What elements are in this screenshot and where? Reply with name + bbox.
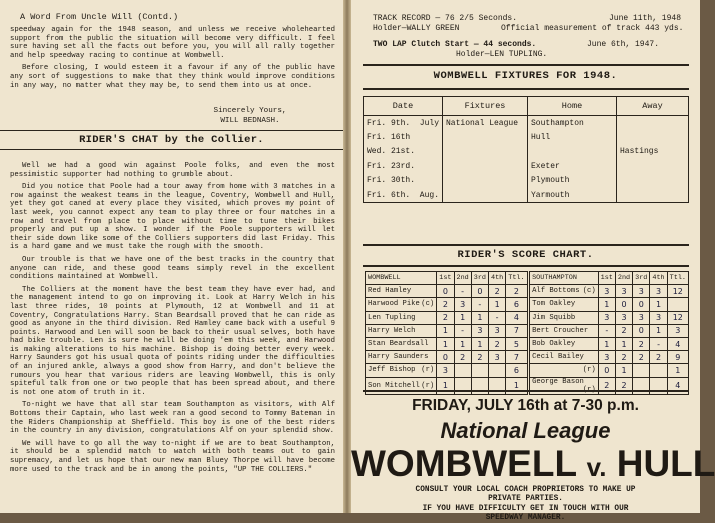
- home-heat-score: 3: [489, 324, 506, 337]
- home-heat-score: 1: [471, 311, 488, 324]
- away-heat-score: 3: [615, 285, 632, 298]
- home-heat-score: 1: [437, 337, 454, 350]
- away-heat-score: [650, 364, 667, 377]
- league-name: National League: [440, 418, 611, 443]
- fixture-row: [364, 159, 689, 173]
- divider: [363, 244, 689, 246]
- coach-notice-line: PRIVATE PARTIES.: [488, 495, 563, 503]
- away-rider-name: Tom Oakley: [532, 300, 576, 309]
- home-rider-total: 2: [506, 285, 527, 298]
- home-heat-score: 2: [454, 351, 471, 364]
- riders-chat-title: RIDER'S CHAT by the Collier.: [79, 134, 264, 146]
- away-heat-score: 0: [633, 324, 650, 337]
- left-page: [0, 0, 343, 513]
- matchup-home: WOMBWELL: [351, 443, 577, 484]
- riders-chat-paragraph: Our trouble is that we have one of the best tracks in the country that anyone can ride, and these good teams simply revel in the excellent conditions maintained at Wombwell.: [10, 255, 335, 282]
- fixture-row: [364, 130, 689, 144]
- track-record-holder: Holder—WALLY GREEN: [373, 24, 460, 33]
- home-heat-score: 2: [471, 351, 488, 364]
- away-heat-score: 3: [598, 351, 615, 364]
- home-rider-tag: (r): [421, 366, 435, 375]
- matchup-title: [351, 443, 715, 487]
- away-heat-score: 1: [598, 298, 615, 311]
- home-rider: [366, 324, 437, 337]
- home-heat-score: 2: [489, 337, 506, 350]
- away-heat-score: 3: [598, 285, 615, 298]
- home-rider-name: Son Mitchell: [368, 381, 420, 390]
- fixture-row: [364, 188, 689, 203]
- riders-chat-paragraph: The Colliers at the moment have the best team they have ever had, and the management intend to go on improving it. Look at Harry Welch in his last three rides, 10 points at Plymouth, 12 at Wombwell and 11 at Coventry, Congratulations Harry. Stan Beardsall proved that he can ride as good as anyone in the third division. Red Hamley came back with a useful 9 points. Harwood and Len will soon be back to their usual selves, both have had bike trouble. Len is sure he will be doing 'em this week, and Harwood is making alterations to his machine. Bishop is doing better every week. Harry Saunders got his usual quota of points riding under the difficulties of an injured ankle, always a good show from Harry, and don't believe the rumours you hear that various riders are leaving Wombwell, this is only spiteful talk from one or two people that has been spread about, and there is not one atom of truth in it.: [10, 285, 335, 397]
- away-rider-total: 12: [667, 311, 688, 324]
- away-rider: [530, 351, 599, 364]
- heat-header: 3rd: [633, 272, 650, 285]
- home-rider: [366, 311, 437, 324]
- fixture-home: Hull: [528, 130, 617, 144]
- home-rider-name: Stan Beardsall: [368, 340, 429, 349]
- fixtures-header: Home: [528, 97, 617, 116]
- home-heat-score: 1: [437, 324, 454, 337]
- divider: [0, 130, 343, 131]
- home-heat-score: 1: [454, 311, 471, 324]
- home-heat-score: [489, 364, 506, 377]
- away-rider-name: Cecil Bailey: [532, 353, 584, 362]
- away-heat-score: -: [650, 337, 667, 350]
- away-heat-score: 1: [650, 324, 667, 337]
- home-rider-name: Len Tupling: [368, 313, 416, 322]
- home-heat-score: [471, 364, 488, 377]
- home-rider-total: 1: [506, 377, 527, 394]
- fixture-home: Plymouth: [528, 174, 617, 188]
- away-rider: [530, 285, 599, 298]
- home-heat-score: 1: [471, 337, 488, 350]
- coach-notice: [351, 486, 700, 504]
- away-rider: [530, 324, 599, 337]
- away-rider: [530, 337, 599, 350]
- riders-chat-text: [10, 162, 335, 478]
- away-heat-score: 3: [633, 311, 650, 324]
- fixture-away: [617, 116, 689, 131]
- fixture-away: [617, 130, 689, 144]
- away-heat-score: 2: [615, 351, 632, 364]
- home-rider-total: 5: [506, 337, 527, 350]
- divider: [0, 149, 343, 150]
- event-date-line: FRIDAY, JULY 16th at 7-30 p.m.: [412, 397, 639, 414]
- home-heat-score: 1: [437, 377, 454, 394]
- home-rider-total: 4: [506, 311, 527, 324]
- home-rider-total: 7: [506, 351, 527, 364]
- home-rider-name: Harwood Pike: [368, 300, 420, 309]
- fixture-date: Fri. 9th. July: [364, 116, 443, 131]
- track-record: TRACK RECORD — 76 2/5 Seconds.: [373, 14, 518, 23]
- score-row: [366, 311, 689, 324]
- uncle-will-text: [10, 26, 335, 94]
- heat-header: 1st: [437, 272, 454, 285]
- fixtures-title: WOMBWELL FIXTURES FOR 1948.: [433, 70, 618, 82]
- home-heat-score: -: [454, 324, 471, 337]
- signoff: Sincerely Yours,: [213, 107, 287, 115]
- home-heat-score: 0: [437, 285, 454, 298]
- fixture-type: [443, 159, 528, 173]
- two-lap-holder: Holder—LEN TUPLING.: [456, 50, 548, 59]
- away-heat-score: 2: [615, 324, 632, 337]
- score-row: [366, 285, 689, 298]
- score-row: [366, 364, 689, 377]
- away-rider-name: George Bason: [532, 377, 584, 386]
- uncle-will-paragraph: speedway again for the 1948 season, and unless we receive wholehearted support from the public the situation will become very difficult. I feel sure having set all the facts out before you, you will all rally together and help speedway racing to continue at Wombwell.: [10, 26, 335, 60]
- home-heat-score: 0: [471, 285, 488, 298]
- divider: [363, 265, 689, 267]
- away-rider-name: Jim Squibb: [532, 313, 576, 322]
- away-heat-score: 3: [615, 311, 632, 324]
- away-heat-score: 3: [650, 285, 667, 298]
- away-rider-total: 12: [667, 285, 688, 298]
- home-heat-score: 2: [489, 285, 506, 298]
- home-heat-score: [454, 364, 471, 377]
- home-heat-score: 3: [471, 324, 488, 337]
- right-page: [351, 0, 715, 522]
- score-row: [366, 324, 689, 337]
- heat-header: 2nd: [454, 272, 471, 285]
- fixture-row: [364, 145, 689, 159]
- home-rider: [366, 285, 437, 298]
- home-rider: [366, 298, 437, 311]
- away-heat-score: 2: [598, 377, 615, 394]
- score-row: [366, 351, 689, 364]
- away-rider-name: Alf Bottoms: [532, 287, 580, 296]
- away-heat-score: 1: [650, 298, 667, 311]
- two-lap-record: TWO LAP Clutch Start — 44 seconds.: [373, 40, 537, 49]
- matchup-away: HULL: [616, 443, 715, 484]
- divider: [363, 64, 689, 66]
- away-rider: [530, 364, 599, 377]
- home-rider-tag: (r): [421, 381, 435, 390]
- away-heat-score: 2: [633, 337, 650, 350]
- total-header: Ttl.: [667, 272, 688, 285]
- heat-header: 2nd: [615, 272, 632, 285]
- score-rows: [366, 285, 689, 394]
- fixture-row: [364, 174, 689, 188]
- fixture-date: Fri. 23rd.: [364, 159, 443, 173]
- home-rider: [366, 337, 437, 350]
- fixture-type: [443, 130, 528, 144]
- uncle-will-heading: A Word From Uncle Will (Contd.): [20, 12, 179, 22]
- riders-chat-paragraph: We will have to go all the way to-night if we are to beat Southampton, it should be a splendid match to watch with both teams out to gain supremacy, and let us hope that our new man Bluey Thorpe will have become more used to the track and be in among the points, "UP THE COLLIERS.": [10, 439, 335, 474]
- score-chart-table: [365, 271, 689, 395]
- total-header: Ttl.: [506, 272, 527, 285]
- away-heat-score: 2: [633, 351, 650, 364]
- away-heat-score: 1: [615, 364, 632, 377]
- away-heat-score: 3: [650, 311, 667, 324]
- fixture-home: Southampton: [528, 116, 617, 131]
- away-rider-total: 4: [667, 337, 688, 350]
- away-heat-score: 2: [650, 351, 667, 364]
- away-heat-score: 0: [633, 298, 650, 311]
- riders-chat-paragraph: To-night we have that all star team Southampton as visitors, with Alf Bottoms their Captain, who last week ran a good second to Tommy Bateman in the Riders Championship at Sheffield. This boy is one of the best riders in the country in any division, congratulations Alf on your splendid show.: [10, 401, 335, 436]
- riders-chat-paragraph: Did you notice that Poole had a tour away from home with 3 matches in a row against the weakest teams in the league, Coventry, Wombwell and Hull, yet they got caned at every place they visited, which proves my point of last week, you cannot expect any team to play three or four matches in a row and travel from place to place without time to tune their bikes properly and put up a show. I wonder if the Poole supporters will let their side down like some of the Colliers supporters did last Friday. This is a hard game and we must take the rough with the smooth.: [10, 183, 335, 252]
- home-rider-total: 7: [506, 324, 527, 337]
- away-heat-score: -: [598, 324, 615, 337]
- manager-notice-line: IF YOU HAVE DIFFICULTY GET IN TOUCH WITH OUR: [422, 505, 629, 513]
- away-rider-total: [667, 298, 688, 311]
- home-heat-score: 1: [489, 298, 506, 311]
- home-heat-score: 2: [437, 298, 454, 311]
- fixture-away: Hastings: [617, 145, 689, 159]
- fixture-type: [443, 188, 528, 203]
- fixture-type: [443, 145, 528, 159]
- home-rider-total: 6: [506, 364, 527, 377]
- fixture-away: [617, 174, 689, 188]
- away-rider-total: 3: [667, 324, 688, 337]
- divider: [363, 390, 689, 392]
- home-team-header: WOMBWELL: [366, 272, 437, 285]
- fixture-date: Fri. 6th. Aug.: [364, 188, 443, 203]
- score-row: [366, 298, 689, 311]
- home-rider: [366, 364, 437, 377]
- home-rider-total: 6: [506, 298, 527, 311]
- two-lap-date: June 6th, 1947.: [587, 40, 660, 49]
- away-rider-tag: (r): [582, 366, 596, 375]
- heat-header: 4th: [489, 272, 506, 285]
- heat-header: 3rd: [471, 272, 488, 285]
- fixture-row: [364, 116, 689, 131]
- binding-gutter: [343, 0, 351, 513]
- home-rider: [366, 351, 437, 364]
- home-heat-score: -: [471, 298, 488, 311]
- fixtures-header: Date: [364, 97, 443, 116]
- track-record-date: June 11th, 1948: [609, 14, 682, 23]
- fixtures-header: Away: [617, 97, 689, 116]
- away-heat-score: 3: [633, 285, 650, 298]
- fixture-date: Wed. 21st.: [364, 145, 443, 159]
- home-heat-score: 3: [437, 364, 454, 377]
- fixture-type: National League: [443, 116, 528, 131]
- home-heat-score: 0: [437, 351, 454, 364]
- away-rider-total: 4: [667, 377, 688, 394]
- fixture-type: [443, 174, 528, 188]
- fixture-away: [617, 159, 689, 173]
- manager-notice-line: SPEEDWAY MANAGER.: [485, 514, 566, 522]
- heat-header: 4th: [650, 272, 667, 285]
- home-heat-score: 1: [454, 337, 471, 350]
- away-rider-name: Bert Croucher: [532, 326, 589, 335]
- away-heat-score: 2: [615, 377, 632, 394]
- fixtures-header: Fixtures: [443, 97, 528, 116]
- home-heat-score: 3: [454, 298, 471, 311]
- away-team-header: SOUTHAMPTON: [530, 272, 599, 285]
- matchup-versus: v.: [586, 452, 607, 482]
- heat-header: 1st: [598, 272, 615, 285]
- away-heat-score: 3: [598, 311, 615, 324]
- home-rider-name: Harry Welch: [368, 326, 416, 335]
- riders-chat-paragraph: Well we had a good win against Poole folks, and even the most pessimistic supporter had nothing to grumble about.: [10, 162, 335, 179]
- away-rider-total: 1: [667, 364, 688, 377]
- away-heat-score: 0: [615, 298, 632, 311]
- away-heat-score: 0: [598, 364, 615, 377]
- away-rider-total: 9: [667, 351, 688, 364]
- track-measurement: Official measurement of track 443 yds.: [501, 24, 684, 33]
- signature: WILL BEDNASH.: [220, 117, 280, 125]
- coach-notice-line: CONSULT YOUR LOCAL COACH PROPRIETORS TO MAKE UP: [415, 486, 636, 494]
- fixtures-table: [363, 96, 689, 203]
- away-heat-score: [633, 364, 650, 377]
- away-rider-tag: (c): [582, 287, 596, 296]
- score-chart-title: RIDER'S SCORE CHART.: [457, 249, 594, 261]
- away-rider-name: Bob Oakley: [532, 340, 576, 349]
- home-heat-score: -: [454, 285, 471, 298]
- home-heat-score: -: [489, 311, 506, 324]
- uncle-will-paragraph: Before closing, I would esteem it a favour if any of the public have any sort of suggestions to make that they think would improve conditions in any way, no matter what they may be, to send them into us at once.: [10, 64, 335, 90]
- home-heat-score: 3: [489, 351, 506, 364]
- fixture-date: Fri. 30th.: [364, 174, 443, 188]
- away-rider: [530, 311, 599, 324]
- home-rider-name: Harry Saunders: [368, 353, 429, 362]
- away-rider: [530, 298, 599, 311]
- divider: [363, 88, 689, 90]
- home-rider-tag: (c): [421, 300, 435, 309]
- away-heat-score: 1: [598, 337, 615, 350]
- fixture-home: [528, 145, 617, 159]
- home-heat-score: 2: [437, 311, 454, 324]
- manager-notice: [351, 505, 700, 523]
- home-rider-name: Red Hamley: [368, 287, 412, 296]
- home-rider-name: Jeff Bishop: [368, 366, 416, 375]
- score-row: [366, 337, 689, 350]
- fixture-date: Fri. 16th: [364, 130, 443, 144]
- fixture-home: Yarmouth: [528, 188, 617, 203]
- fixture-away: [617, 188, 689, 203]
- fixture-home: Exeter: [528, 159, 617, 173]
- away-heat-score: 1: [615, 337, 632, 350]
